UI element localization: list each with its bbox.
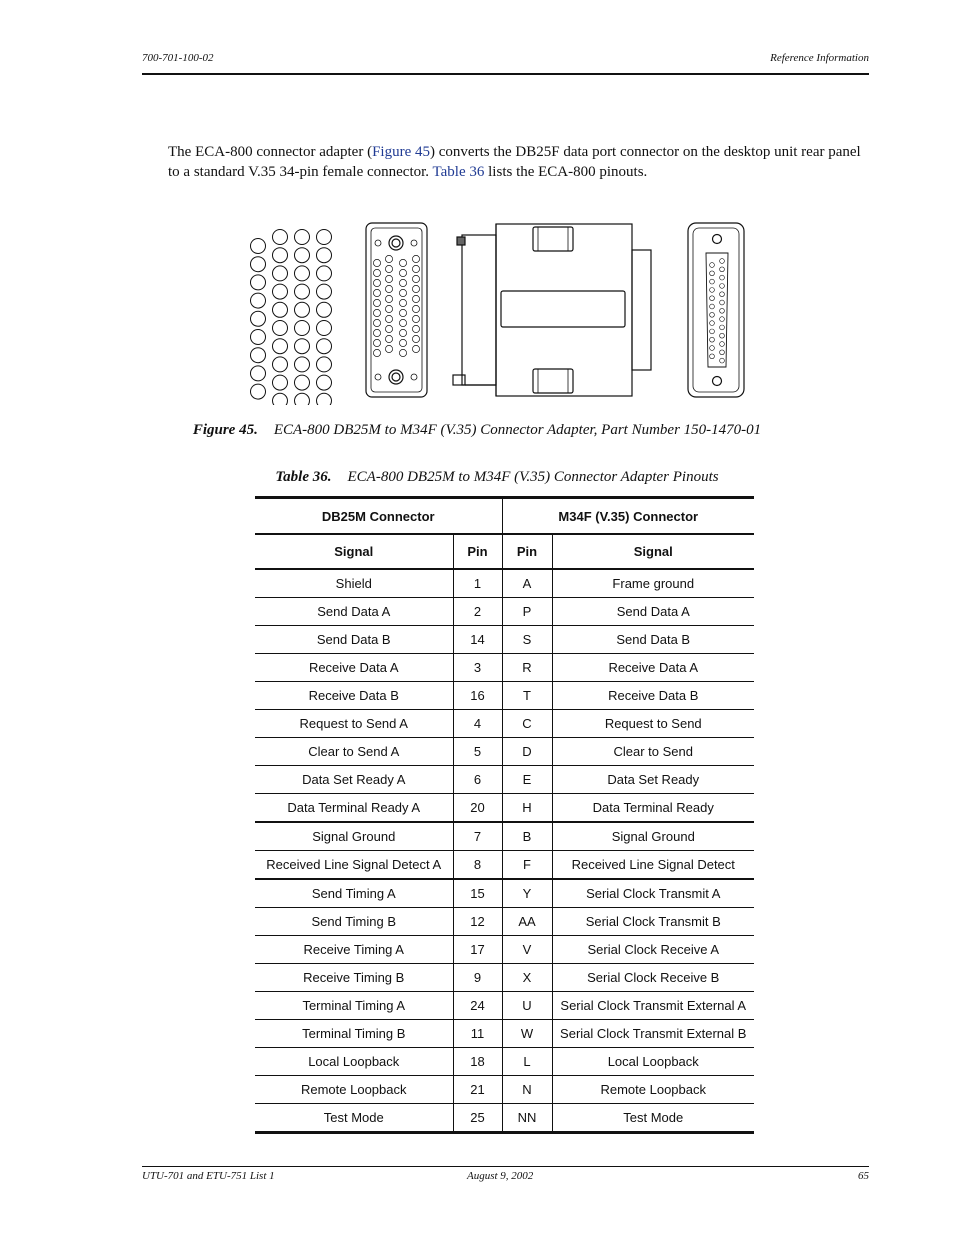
db25m-pin-cell: 9 (453, 964, 502, 992)
db25m-signal-cell: Test Mode (255, 1104, 453, 1133)
m34f-pin-cell: A (502, 569, 552, 598)
db25m-pin-cell: 15 (453, 879, 502, 908)
db25m-signal-cell: Shield (255, 569, 453, 598)
m34f-pin-cell: H (502, 794, 552, 823)
m34f-signal-cell: Clear to Send (552, 738, 754, 766)
footer-rule (142, 1166, 869, 1167)
m34f-pin-cell: T (502, 682, 552, 710)
db25m-pin-cell: 24 (453, 992, 502, 1020)
table-row (255, 1104, 754, 1133)
table-group-header-row (255, 498, 754, 535)
table-row (255, 1020, 754, 1048)
db25m-signal-cell: Receive Data B (255, 682, 453, 710)
intro-paragraph (168, 143, 868, 182)
db25m-pin-cell: 16 (453, 682, 502, 710)
m34f-pin-cell: NN (502, 1104, 552, 1133)
table-row (255, 738, 754, 766)
m34f-pin-header: Pin (502, 534, 552, 569)
table-row (255, 851, 754, 880)
m34f-pin-cell: P (502, 598, 552, 626)
table-row (255, 654, 754, 682)
table-row (255, 598, 754, 626)
m34f-signal-cell: Data Terminal Ready (552, 794, 754, 823)
intro-text-1: The ECA-800 connector adapter ( (168, 144, 373, 160)
db25m-signal-cell: Send Timing B (255, 908, 453, 936)
db25m-signal-cell: Terminal Timing B (255, 1020, 453, 1048)
m34f-pin-cell: E (502, 766, 552, 794)
header-rule (142, 73, 869, 75)
m34f-signal-header: Signal (552, 534, 754, 569)
db25m-pin-cell: 3 (453, 654, 502, 682)
db25m-signal-cell: Send Data A (255, 598, 453, 626)
db25m-signal-cell: Terminal Timing A (255, 992, 453, 1020)
figure-caption (0, 422, 954, 439)
m34f-signal-cell: Serial Clock Receive A (552, 936, 754, 964)
db25m-signal-cell: Send Timing A (255, 879, 453, 908)
db25m-pin-cell: 25 (453, 1104, 502, 1133)
m34f-pin-cell: R (502, 654, 552, 682)
table-row (255, 992, 754, 1020)
footer-page-number: 65 (858, 1170, 869, 1182)
table-column-header-row (255, 534, 754, 569)
figure-label: Figure 45. (192, 422, 258, 438)
db25m-signal-cell: Clear to Send A (255, 738, 453, 766)
m34f-signal-cell: Serial Clock Transmit B (552, 908, 754, 936)
table-caption (20, 469, 954, 486)
connector-adapter-figure (240, 215, 760, 405)
m34f-signal-cell: Serial Clock Transmit External B (552, 1020, 754, 1048)
db25m-pin-cell: 5 (453, 738, 502, 766)
db25m-pin-cell: 18 (453, 1048, 502, 1076)
m34f-pin-cell: N (502, 1076, 552, 1104)
pinout-table-body (255, 569, 754, 1133)
db25m-signal-cell: Receive Timing B (255, 964, 453, 992)
db25m-pin-cell: 8 (453, 851, 502, 880)
pinout-table (255, 496, 754, 1134)
m34f-connector-header: M34F (V.35) Connector (502, 498, 754, 535)
db25m-pin-cell: 7 (453, 822, 502, 851)
m34f-pin-cell: W (502, 1020, 552, 1048)
m34f-signal-cell: Data Set Ready (552, 766, 754, 794)
m34f-signal-cell: Serial Clock Transmit External A (552, 992, 754, 1020)
m34f-signal-cell: Remote Loopback (552, 1076, 754, 1104)
db25m-pin-cell: 11 (453, 1020, 502, 1048)
m34f-pin-cell: F (502, 851, 552, 880)
m34f-pin-cell: Y (502, 879, 552, 908)
m34f-pin-cell: D (502, 738, 552, 766)
v35-pin-layout-drawing (251, 230, 332, 406)
m34f-pin-cell: V (502, 936, 552, 964)
footer-product: UTU-701 and ETU-751 List 1 (142, 1170, 275, 1182)
m34f-signal-cell: Signal Ground (552, 822, 754, 851)
m34f-signal-cell: Received Line Signal Detect (552, 851, 754, 880)
db25m-pin-cell: 21 (453, 1076, 502, 1104)
db25m-pin-cell: 1 (453, 569, 502, 598)
m34f-signal-cell: Local Loopback (552, 1048, 754, 1076)
m34f-signal-cell: Serial Clock Receive B (552, 964, 754, 992)
table-36-link[interactable]: Table 36 (432, 163, 485, 180)
db25m-signal-cell: Local Loopback (255, 1048, 453, 1076)
table-row (255, 682, 754, 710)
intro-text-3: lists the ECA-800 pinouts. (484, 163, 648, 180)
db25m-signal-header: Signal (255, 534, 453, 569)
m34f-signal-cell: Serial Clock Transmit A (552, 879, 754, 908)
db25m-pin-cell: 6 (453, 766, 502, 794)
m34f-signal-cell: Test Mode (552, 1104, 754, 1133)
m34f-signal-cell: Receive Data B (552, 682, 754, 710)
db25m-signal-cell: Data Terminal Ready A (255, 794, 453, 823)
db25m-signal-cell: Request to Send A (255, 710, 453, 738)
db25m-connector-header: DB25M Connector (255, 498, 502, 535)
table-row (255, 710, 754, 738)
m34f-pin-cell: L (502, 1048, 552, 1076)
db25m-signal-cell: Receive Timing A (255, 936, 453, 964)
table-row (255, 1076, 754, 1104)
m34f-signal-cell: Frame ground (552, 569, 754, 598)
db25m-pin-cell: 14 (453, 626, 502, 654)
db25m-pin-cell: 2 (453, 598, 502, 626)
intro-text-2: ) converts the DB25F data port connector on the desktop unit rear panel to a standard V.35 34-pin female connector. (168, 144, 861, 180)
db25m-pin-header: Pin (453, 534, 502, 569)
db25m-signal-cell: Received Line Signal Detect A (255, 851, 453, 880)
figure-45-link[interactable]: Figure 45 (372, 144, 431, 160)
table-row (255, 1048, 754, 1076)
db25m-signal-cell: Signal Ground (255, 822, 453, 851)
m34f-pin-cell: AA (502, 908, 552, 936)
db25m-signal-cell: Send Data B (255, 626, 453, 654)
db25m-pin-cell: 20 (453, 794, 502, 823)
table-row (255, 794, 754, 823)
table-label: Table 36. (275, 469, 332, 485)
figure-caption-text: ECA-800 DB25M to M34F (V.35) Connector Adapter, Part Number 150-1470-01 (273, 422, 762, 438)
db25m-pin-cell: 12 (453, 908, 502, 936)
m34f-pin-cell: U (502, 992, 552, 1020)
table-row (255, 569, 754, 598)
db25m-pin-cell: 17 (453, 936, 502, 964)
m34f-signal-cell: Send Data B (552, 626, 754, 654)
adapter-side-view-drawing (453, 224, 651, 396)
table-row (255, 879, 754, 908)
table-row (255, 936, 754, 964)
table-row (255, 964, 754, 992)
m34f-pin-cell: B (502, 822, 552, 851)
header-section-title: Reference Information (770, 52, 869, 64)
footer-date: August 9, 2002 (467, 1170, 534, 1182)
db25m-signal-cell: Receive Data A (255, 654, 453, 682)
m34f-pin-cell: X (502, 964, 552, 992)
table-row (255, 822, 754, 851)
m34f-signal-cell: Send Data A (552, 598, 754, 626)
table-row (255, 766, 754, 794)
db25m-pin-cell: 4 (453, 710, 502, 738)
db25m-signal-cell: Remote Loopback (255, 1076, 453, 1104)
table-row (255, 626, 754, 654)
m34f-connector-face-drawing (366, 223, 427, 397)
table-caption-text: ECA-800 DB25M to M34F (V.35) Connector Adapter Pinouts (347, 469, 719, 485)
db25m-connector-face-drawing (688, 223, 744, 397)
m34f-signal-cell: Request to Send (552, 710, 754, 738)
m34f-signal-cell: Receive Data A (552, 654, 754, 682)
m34f-pin-cell: S (502, 626, 552, 654)
table-row (255, 908, 754, 936)
m34f-pin-cell: C (502, 710, 552, 738)
header-doc-number: 700-701-100-02 (142, 52, 214, 64)
db25m-signal-cell: Data Set Ready A (255, 766, 453, 794)
